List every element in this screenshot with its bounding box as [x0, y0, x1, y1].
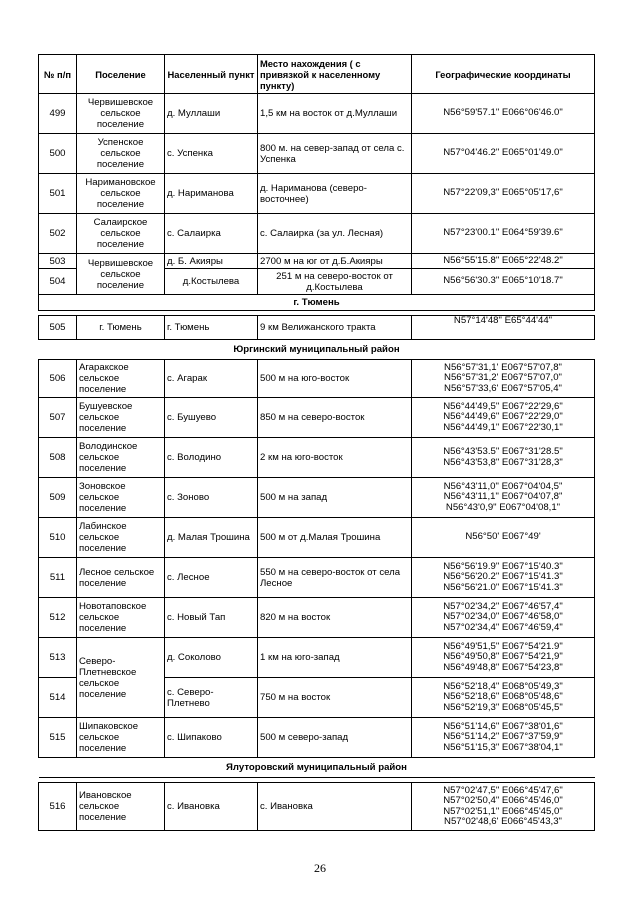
coord-line: N57°14'48" E65°44'44" [453, 315, 553, 326]
row-location: 750 м на восток [258, 678, 412, 718]
coord-line: N56°56'19.9" E067°15'40.3" [443, 560, 563, 572]
row-location: 820 м на восток [258, 598, 412, 638]
row-location: с. Салаирка (за ул. Лесная) [258, 214, 412, 254]
row-settlement: Агаракское сельское поселение [77, 360, 165, 398]
coord-line: N56°50' E067°49' [465, 531, 541, 543]
row-location: 500 м на запад [258, 478, 412, 518]
row-locality: с. Ивановка [165, 783, 258, 831]
coord-line: N56°43'11,1" E067°04'07,8" [443, 491, 563, 503]
coord-line: N56°52'19,3" E068°05'45,5" [443, 701, 563, 713]
table-row [39, 438, 595, 478]
coord-line: N57°02'34,4" E067°46'59,4" [443, 621, 563, 633]
row-location: с. Ивановка [258, 783, 412, 831]
coord-line: N56°44'49,1" E067°22'30,1" [443, 421, 563, 433]
row-settlement: Шипаковское сельское поселение [77, 718, 165, 758]
row-settlement: Ивановское сельское поселение [77, 783, 165, 831]
row-locality: д. Муллаши [165, 94, 258, 134]
section-row [39, 295, 595, 311]
row-locality: д. Малая Трошина [165, 518, 258, 558]
table-row [39, 174, 595, 214]
row-coords [412, 134, 595, 174]
row-locality: с. Бушуево [165, 398, 258, 438]
row-num: 499 [39, 94, 77, 134]
row-coords [412, 214, 595, 254]
coord-line: N56°44'49,6" E067°22'29,0" [443, 411, 563, 423]
row-num: 516 [39, 783, 77, 831]
coord-line: N56°52'18,4" E068°05'49,3" [443, 680, 563, 692]
row-num: 500 [39, 134, 77, 174]
row-location: 850 м на северо-восток [258, 398, 412, 438]
section-title-yalutorovsky: Ялуторовский муниципальный район [39, 758, 595, 778]
row-location: 500 м от д.Малая Трошина [258, 518, 412, 558]
row-location: 2700 м на юг от д.Б.Акияры [258, 254, 412, 269]
row-coords [412, 558, 595, 598]
coord-line: N57°02'48,6' E066°45'43,3" [444, 816, 562, 827]
row-num: 505 [39, 316, 77, 340]
row-locality: с. Лесное [165, 558, 258, 598]
table-header-row [39, 55, 595, 94]
row-locality: с. Шипаково [165, 718, 258, 758]
coord-line: N56°49'50,8" E067°54'21,9" [443, 651, 563, 663]
row-location: 9 км Велижанского тракта [258, 316, 412, 340]
coord-line: N57°02'51,1" E066°45'45,0" [443, 805, 563, 817]
row-location: 500 м на юго-восток [258, 360, 412, 398]
coord-line: N56°51'15,3" E067°38'04,1" [443, 741, 563, 753]
row-coords [412, 678, 595, 718]
section-title-yurginsky: Юргинский муниципальный район [39, 340, 595, 360]
row-settlement: Лесное сельское поселение [77, 558, 165, 598]
row-location: 1,5 км на восток от д.Муллаши [258, 94, 412, 134]
coord-line: N56°44'49,5" E067°22'29,6" [443, 400, 563, 412]
header-num: № п/п [39, 55, 77, 94]
table-row [39, 398, 595, 438]
coord-line: N56°43'53,8" E067°31'28,3" [443, 456, 563, 468]
row-locality: с. Северо-Плетнево [165, 678, 258, 718]
row-locality: г. Тюмень [165, 316, 258, 340]
row-num: 501 [39, 174, 77, 214]
row-settlement: Червишевское сельское поселение [77, 254, 165, 295]
header-location: Место нахождения ( с привязкой к населенному пункту) [258, 55, 412, 94]
row-num: 510 [39, 518, 77, 558]
row-location: 500 м северо-запад [258, 718, 412, 758]
settlements-table [38, 54, 595, 831]
row-settlement: Новотаповское сельское поселение [77, 598, 165, 638]
row-settlement: Успенское сельское поселение [77, 134, 165, 174]
table-row [39, 134, 595, 174]
coord-line: N56°56'20.2" E067°15'41.3" [443, 571, 563, 583]
row-locality: с. Зоново [165, 478, 258, 518]
row-settlement: Наримановское сельское поселение [77, 174, 165, 214]
row-num: 514 [39, 678, 77, 718]
coord-line: N57°04'46.2" E065°01'49.0" [443, 147, 563, 159]
row-location: 2 км на юго-восток [258, 438, 412, 478]
coord-line: N56°59'57.1" E066°06'46.0" [443, 107, 563, 119]
coord-line: N56°57'31,2' E067°57'07,0" [444, 372, 562, 384]
row-settlement: Бушуевское сельское поселение [77, 398, 165, 438]
coord-line: N56°57'33,6' E067°57'05,4" [444, 382, 562, 394]
row-settlement: Володинское сельское поселение [77, 438, 165, 478]
row-coords [412, 254, 595, 269]
table-row [39, 598, 595, 638]
table-row [39, 783, 595, 831]
table-row [39, 316, 595, 340]
row-coords [412, 518, 595, 558]
row-settlement: Зоновское сельское поселение [77, 478, 165, 518]
row-coords [412, 718, 595, 758]
row-settlement: Червишевское сельское поселение [77, 94, 165, 134]
row-num: 507 [39, 398, 77, 438]
row-locality: д. Б. Акияры [165, 254, 258, 269]
coord-line: N57°02'50,4" E066°45'46,0" [443, 795, 563, 806]
row-location: д. Нариманова (северо-восточнее) [258, 174, 412, 214]
table-row [39, 518, 595, 558]
row-coords [412, 398, 595, 438]
coord-line: N57°22'09,3" E065°05'17,6" [443, 187, 563, 199]
page-number: 26 [314, 861, 326, 875]
coord-line: N57°02'34,0" E067°46'58,0" [443, 611, 563, 623]
coord-line: N56°43'53.5" E067°31'28.5" [443, 446, 563, 457]
row-coords [412, 316, 595, 340]
header-coords: Географические координаты [412, 55, 595, 94]
row-num: 508 [39, 438, 77, 478]
row-num: 504 [39, 269, 77, 295]
coord-line: N56°52'18,6" E068°05'48,6" [443, 691, 563, 703]
row-coords [412, 360, 595, 398]
row-coords [412, 478, 595, 518]
row-locality: с. Успенка [165, 134, 258, 174]
row-coords [412, 598, 595, 638]
row-settlement: Северо-Плетневское сельское поселение [77, 638, 165, 718]
table-row [39, 478, 595, 518]
table-row [39, 94, 595, 134]
section-title-tyumen: г. Тюмень [39, 295, 595, 311]
coord-line: N56°49'51,5" E067°54'21.9" [443, 640, 563, 652]
row-num: 503 [39, 254, 77, 269]
row-locality: с. Салаирка [165, 214, 258, 254]
row-locality: с. Володино [165, 438, 258, 478]
coord-line: N56°56'30.3" E065°10'18.7" [443, 275, 563, 287]
row-coords [412, 94, 595, 134]
row-num: 509 [39, 478, 77, 518]
table-row [39, 718, 595, 758]
row-location: 550 м на северо-восток от села Лесное [258, 558, 412, 598]
coord-line: N57°02'47,5" E066°45'47,6" [443, 784, 563, 796]
row-coords [412, 174, 595, 214]
row-coords [412, 269, 595, 295]
row-locality: д. Соколово [165, 638, 258, 678]
row-settlement: Салаирское сельское поселение [77, 214, 165, 254]
row-coords [412, 783, 595, 831]
table-row [39, 558, 595, 598]
section-row [39, 340, 595, 360]
row-locality: д.Костылева [165, 269, 258, 295]
row-location: 1 км на юго-запад [258, 638, 412, 678]
row-location: 800 м. на север-запад от села с. Успенка [258, 134, 412, 174]
row-num: 512 [39, 598, 77, 638]
coord-line: N56°51'14,2" E067°37'59,9" [443, 731, 563, 743]
coord-line: N57°23'00.1" E064°59'39.6" [443, 227, 563, 239]
coord-line: N56°56'21.0" E067°15'41.3" [443, 581, 563, 593]
header-settlement: Поселение [77, 55, 165, 94]
coord-line: N56°49'48,8" E067°54'23,8" [443, 661, 563, 673]
row-coords [412, 438, 595, 478]
row-locality: с. Новый Тап [165, 598, 258, 638]
section-row [39, 758, 595, 778]
row-locality: с. Агарак [165, 360, 258, 398]
coord-line: N56°43'11,0" E067°04'04,5" [443, 480, 563, 492]
row-settlement: г. Тюмень [77, 316, 165, 340]
table-row [39, 638, 595, 678]
coord-line: N56°57'31,1' E067°57'07,8" [444, 361, 562, 373]
table-row [39, 360, 595, 398]
header-locality: Населенный пункт [165, 55, 258, 94]
row-num: 506 [39, 360, 77, 398]
row-num: 502 [39, 214, 77, 254]
row-num: 511 [39, 558, 77, 598]
row-settlement: Лабинское сельское поселение [77, 518, 165, 558]
row-coords [412, 638, 595, 678]
row-num: 513 [39, 638, 77, 678]
coord-line: N57°02'34,2" E067°46'57,4" [443, 600, 563, 612]
coord-line: N56°43'0,9" E067°04'08,1" [445, 501, 561, 513]
coord-line: N56°55'15.8" E065°22'48.2" [443, 254, 563, 266]
row-num: 515 [39, 718, 77, 758]
row-location: 251 м на северо-восток от д.Костылева [258, 269, 412, 295]
row-locality: д. Нариманова [165, 174, 258, 214]
table-row [39, 214, 595, 254]
table-row [39, 254, 595, 269]
coord-line: N56°51'14,6" E067°38'01,6" [443, 720, 563, 732]
